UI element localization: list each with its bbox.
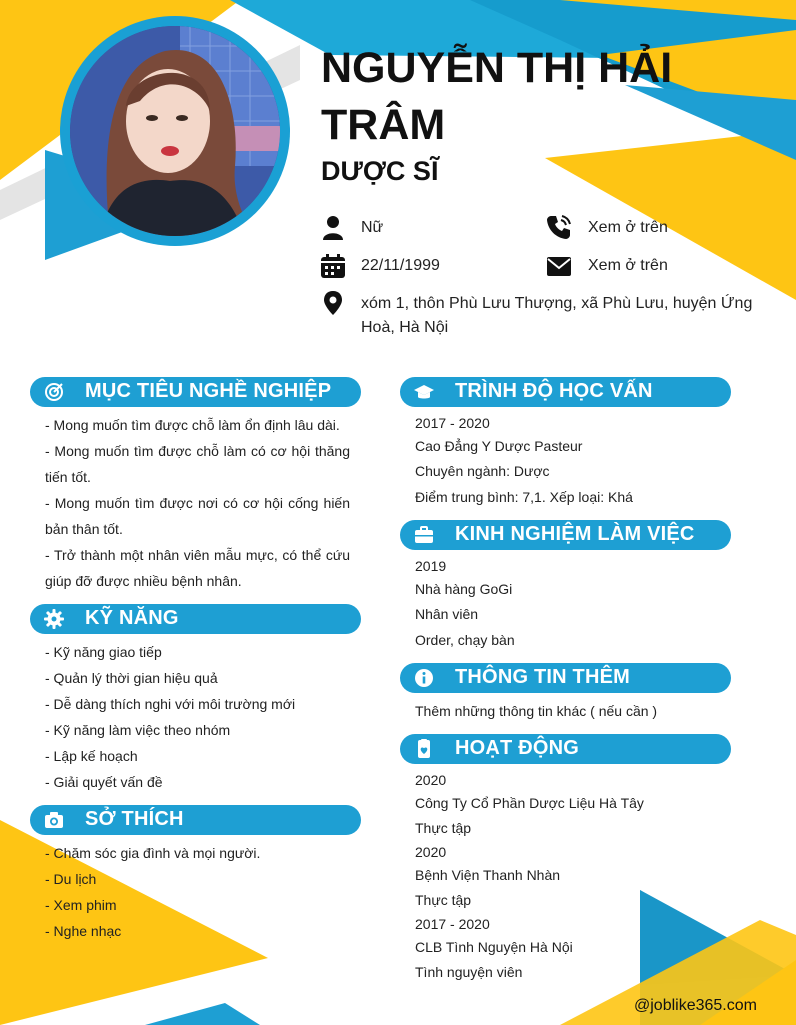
section-hobbies-title: SỞ THÍCH bbox=[85, 808, 184, 830]
info-icon bbox=[414, 668, 434, 688]
phone-value: Xem ở trên bbox=[588, 219, 668, 236]
section-skills-header bbox=[30, 604, 361, 634]
gear-icon bbox=[44, 609, 64, 629]
hobby-item: - Chăm sóc gia đình và mọi người. bbox=[45, 845, 261, 861]
activity-org: Công Ty Cổ Phần Dược Liệu Hà Tây bbox=[415, 795, 644, 811]
section-hobbies-header bbox=[30, 805, 361, 835]
experience-role: Nhân viên bbox=[415, 606, 479, 622]
job-title: DƯỢC SĨ bbox=[321, 156, 439, 186]
education-major: Chuyên ngành: Dược bbox=[415, 463, 550, 479]
section-activities-header bbox=[400, 734, 731, 764]
skill-item: - Giải quyết vấn đề bbox=[45, 774, 163, 790]
objective-list bbox=[45, 412, 350, 594]
experience-desc: Order, chạy bàn bbox=[415, 632, 515, 648]
briefcase-icon bbox=[414, 525, 434, 545]
objective-item: - Trở thành một nhân viên mẫu mực, có thể cứu giúp đỡ được nhiều bệnh nhân. bbox=[45, 547, 350, 589]
section-activities-title: HOẠT ĐỘNG bbox=[455, 737, 580, 759]
address-value: xóm 1, thôn Phù Lưu Thượng, xã Phù Lưu, huyện Ứng Hoà, Hà Nội bbox=[361, 295, 753, 336]
education-school: Cao Đẳng Y Dược Pasteur bbox=[415, 438, 583, 454]
experience-year: 2019 bbox=[415, 558, 447, 574]
activity-year: 2020 bbox=[415, 844, 447, 860]
objective-item: - Mong muốn tìm được nơi có cơ hội cống hiến bản thân tốt. bbox=[45, 495, 350, 537]
envelope-icon bbox=[546, 253, 572, 279]
activity-role: Tình nguyện viên bbox=[415, 964, 523, 980]
section-experience-title: KINH NGHIỆM LÀM VIỆC bbox=[455, 523, 695, 545]
section-extra-title: THÔNG TIN THÊM bbox=[455, 666, 631, 688]
section-objective-title: MỤC TIÊU NGHỀ NGHIỆP bbox=[85, 380, 332, 402]
activity-role: Thực tập bbox=[415, 892, 472, 908]
calendar-icon bbox=[320, 253, 346, 279]
section-objective-header bbox=[30, 377, 361, 407]
extra-text: Thêm những thông tin khác ( nếu cần ) bbox=[415, 703, 658, 719]
candidate-name: NGUYỄN THỊ HẢI TRÂM bbox=[321, 44, 673, 149]
section-education-header bbox=[400, 377, 731, 407]
skills-list bbox=[45, 639, 350, 795]
education-period: 2017 - 2020 bbox=[415, 415, 490, 431]
graduation-cap-icon bbox=[414, 382, 434, 402]
target-icon bbox=[44, 382, 64, 402]
activity-year: 2017 - 2020 bbox=[415, 916, 490, 932]
skill-item: - Quản lý thời gian hiệu quả bbox=[45, 670, 218, 686]
activity-org: CLB Tình Nguyện Hà Nội bbox=[415, 939, 573, 955]
skill-item: - Kỹ năng giao tiếp bbox=[45, 644, 162, 660]
avatar bbox=[60, 16, 290, 246]
activity-role: Thực tập bbox=[415, 820, 472, 836]
profile-photo bbox=[70, 26, 280, 236]
section-experience-header bbox=[400, 520, 731, 550]
hobbies-list bbox=[45, 840, 350, 944]
skill-item: - Dễ dàng thích nghi với môi trường mới bbox=[45, 696, 296, 712]
activity-icon bbox=[414, 739, 434, 759]
section-extra-header bbox=[400, 663, 731, 693]
activity-year: 2020 bbox=[415, 772, 447, 788]
section-education-title: TRÌNH ĐỘ HỌC VẤN bbox=[455, 380, 653, 402]
location-pin-icon bbox=[320, 290, 346, 316]
user-icon bbox=[320, 214, 346, 240]
objective-item: - Mong muốn tìm được chỗ làm ổn định lâu dài. bbox=[45, 417, 340, 433]
hobby-item: - Xem phim bbox=[45, 897, 117, 913]
phone-icon bbox=[546, 214, 572, 240]
section-skills-title: KỸ NĂNG bbox=[85, 607, 179, 629]
birthday-value: 22/11/1999 bbox=[361, 257, 440, 274]
watermark: @joblike365.com bbox=[634, 997, 757, 1014]
email-value: Xem ở trên bbox=[588, 257, 668, 274]
camera-icon bbox=[44, 810, 64, 830]
objective-item: - Mong muốn tìm được chỗ làm có cơ hội thăng tiến tốt. bbox=[45, 443, 350, 485]
skill-item: - Kỹ năng làm việc theo nhóm bbox=[45, 722, 231, 738]
skill-item: - Lập kế hoạch bbox=[45, 748, 138, 764]
education-gpa: Điểm trung bình: 7,1. Xếp loại: Khá bbox=[415, 489, 633, 505]
activity-org: Bệnh Viện Thanh Nhàn bbox=[415, 867, 561, 883]
experience-company: Nhà hàng GoGi bbox=[415, 581, 513, 597]
hobby-item: - Du lịch bbox=[45, 871, 97, 887]
hobby-item: - Nghe nhạc bbox=[45, 923, 122, 939]
gender-value: Nữ bbox=[361, 219, 384, 236]
